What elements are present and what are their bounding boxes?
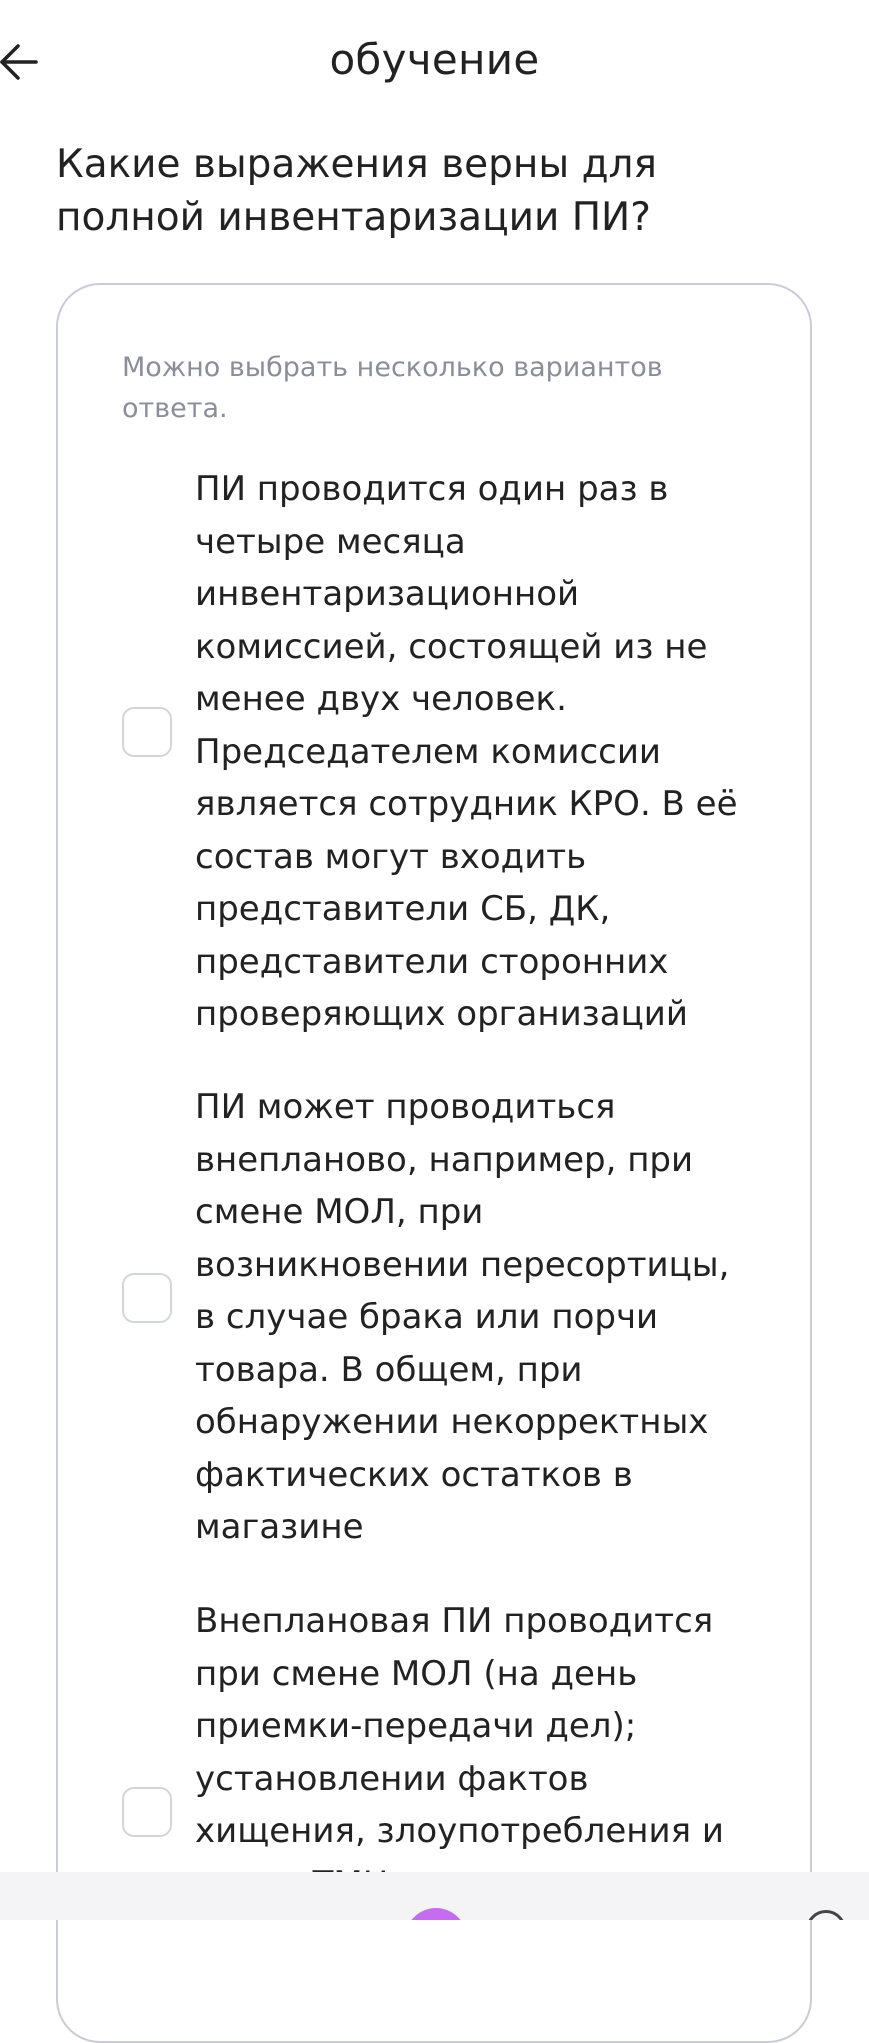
header xyxy=(0,0,869,120)
answer-card xyxy=(56,283,812,2043)
bottom-nav-center-icon[interactable] xyxy=(405,1908,467,1920)
answer-checkbox-1[interactable] xyxy=(122,707,172,757)
answer-option-1-text: ПИ проводится один раз в четыре месяца инвентаризационной комиссией, состоящей из не менее двух человек. Председателем комиссии является сотрудник КРО. В её состав могут входить представители СБ, ДК, представители сторонних проверяющих организаций xyxy=(195,469,738,1034)
answer-option-3-text: Внеплановая ПИ проводится при смене МОЛ (на день приемки-передачи дел); установлении фактов хищения, злоупотребления и xyxy=(195,1601,724,1851)
page-title: обучение xyxy=(329,35,540,84)
bottom-nav-edge-icon[interactable] xyxy=(806,1910,846,1920)
answer-checkbox-3[interactable] xyxy=(122,1787,172,1837)
multi-select-hint: Можно выбрать несколько вариантов ответа. xyxy=(122,352,663,424)
answer-checkbox-2[interactable] xyxy=(122,1273,172,1323)
question-text: Какие выражения верны для полной инвентаризации ПИ? xyxy=(56,142,657,240)
answer-option-2-text: ПИ может проводиться внепланово, например, при смене МОЛ, при возникновении пересортицы, в случае брака или порчи товара. В общем, при обнаружении некорректных фактических остатков в магазине xyxy=(195,1087,730,1547)
bottom-navigation-bar xyxy=(0,1872,869,1920)
